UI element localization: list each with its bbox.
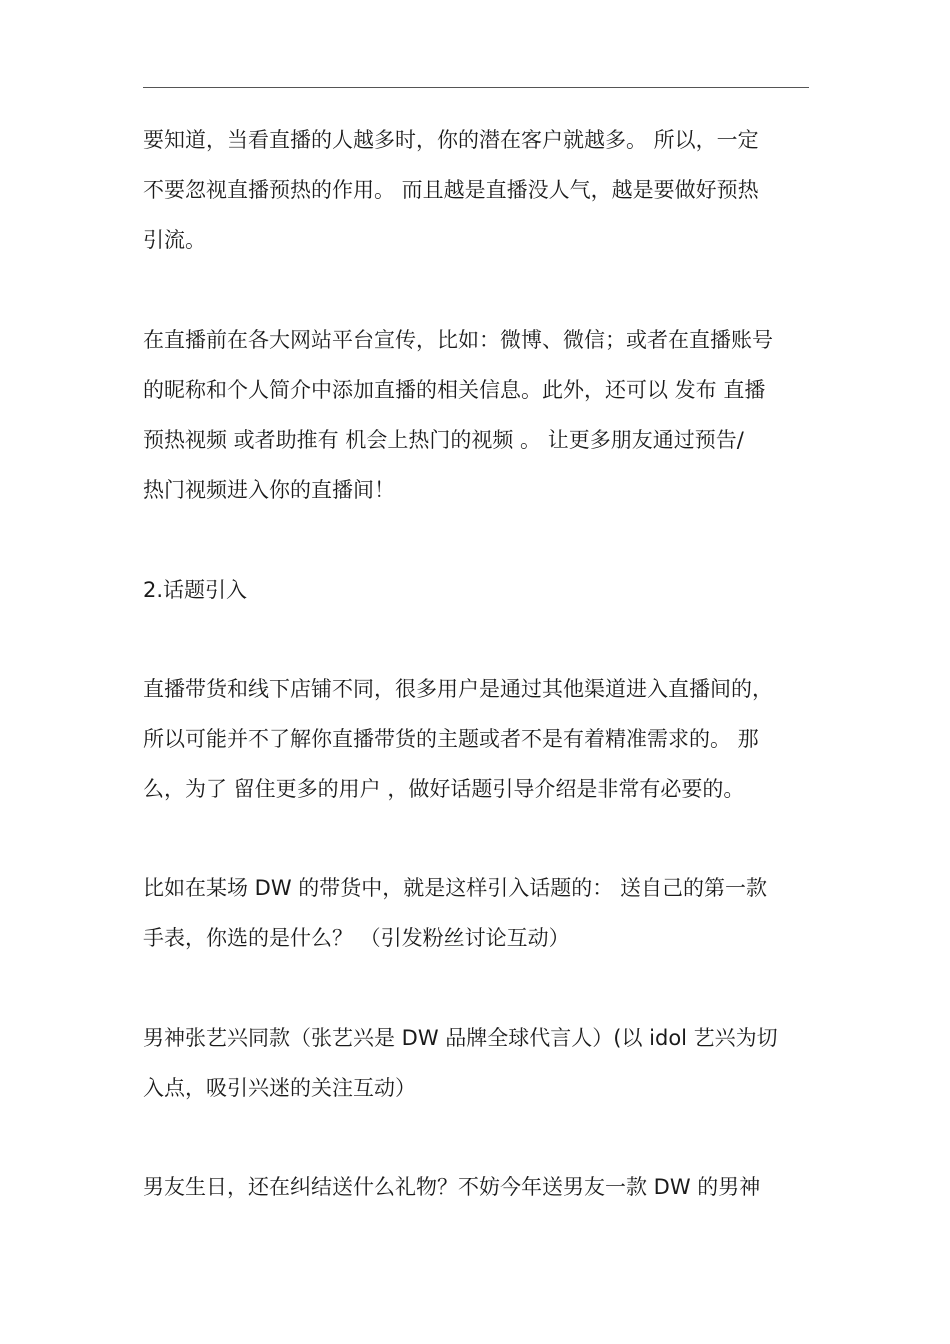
paragraph-line: 男神张艺兴同款（张艺兴是 DW 品牌全球代言人）(以 idol 艺兴为切 [143,1026,778,1050]
paragraph-line: 入点，吸引兴迷的关注互动） [143,1076,416,1100]
paragraph-line: 预热视频 或者助推有 机会上热门的视频 。 让更多朋友通过预告/ [143,428,744,452]
paragraph-line: 比如在某场 DW 的带货中，就是这样引入话题的： 送自己的第一款 [143,876,767,900]
paragraph-line: 引流。 [143,228,206,252]
paragraph-line: 不要忽视直播预热的作用。 而且越是直播没人气，越是要做好预热 [143,178,759,202]
paragraph-line: 在直播前在各大网站平台宣传，比如：微博、微信；或者在直播账号 [143,328,773,352]
section-heading: 2.话题引入 [143,578,248,602]
paragraph-line: 手表，你选的是什么？ （引发粉丝讨论互动） [143,926,570,950]
paragraph-line: 直播带货和线下店铺不同，很多用户是通过其他渠道进入直播间的， [143,677,773,701]
paragraph-line: 么，为了 留住更多的用户 ，做好话题引导介绍是非常有必要的。 [143,777,745,801]
paragraph-line: 热门视频进入你的直播间！ [143,478,395,502]
paragraph-line: 男友生日，还在纠结送什么礼物？不妨今年送男友一款 DW 的男神 [143,1175,761,1199]
header-rule [143,87,809,88]
paragraph-line: 要知道，当看直播的人越多时，你的潜在客户就越多。 所以，一定 [143,128,759,152]
paragraph-line: 所以可能并不了解你直播带货的主题或者不是有着精准需求的。 那 [143,727,759,751]
paragraph-line: 的昵称和个人简介中添加直播的相关信息。此外，还可以 发布 直播 [143,378,766,402]
